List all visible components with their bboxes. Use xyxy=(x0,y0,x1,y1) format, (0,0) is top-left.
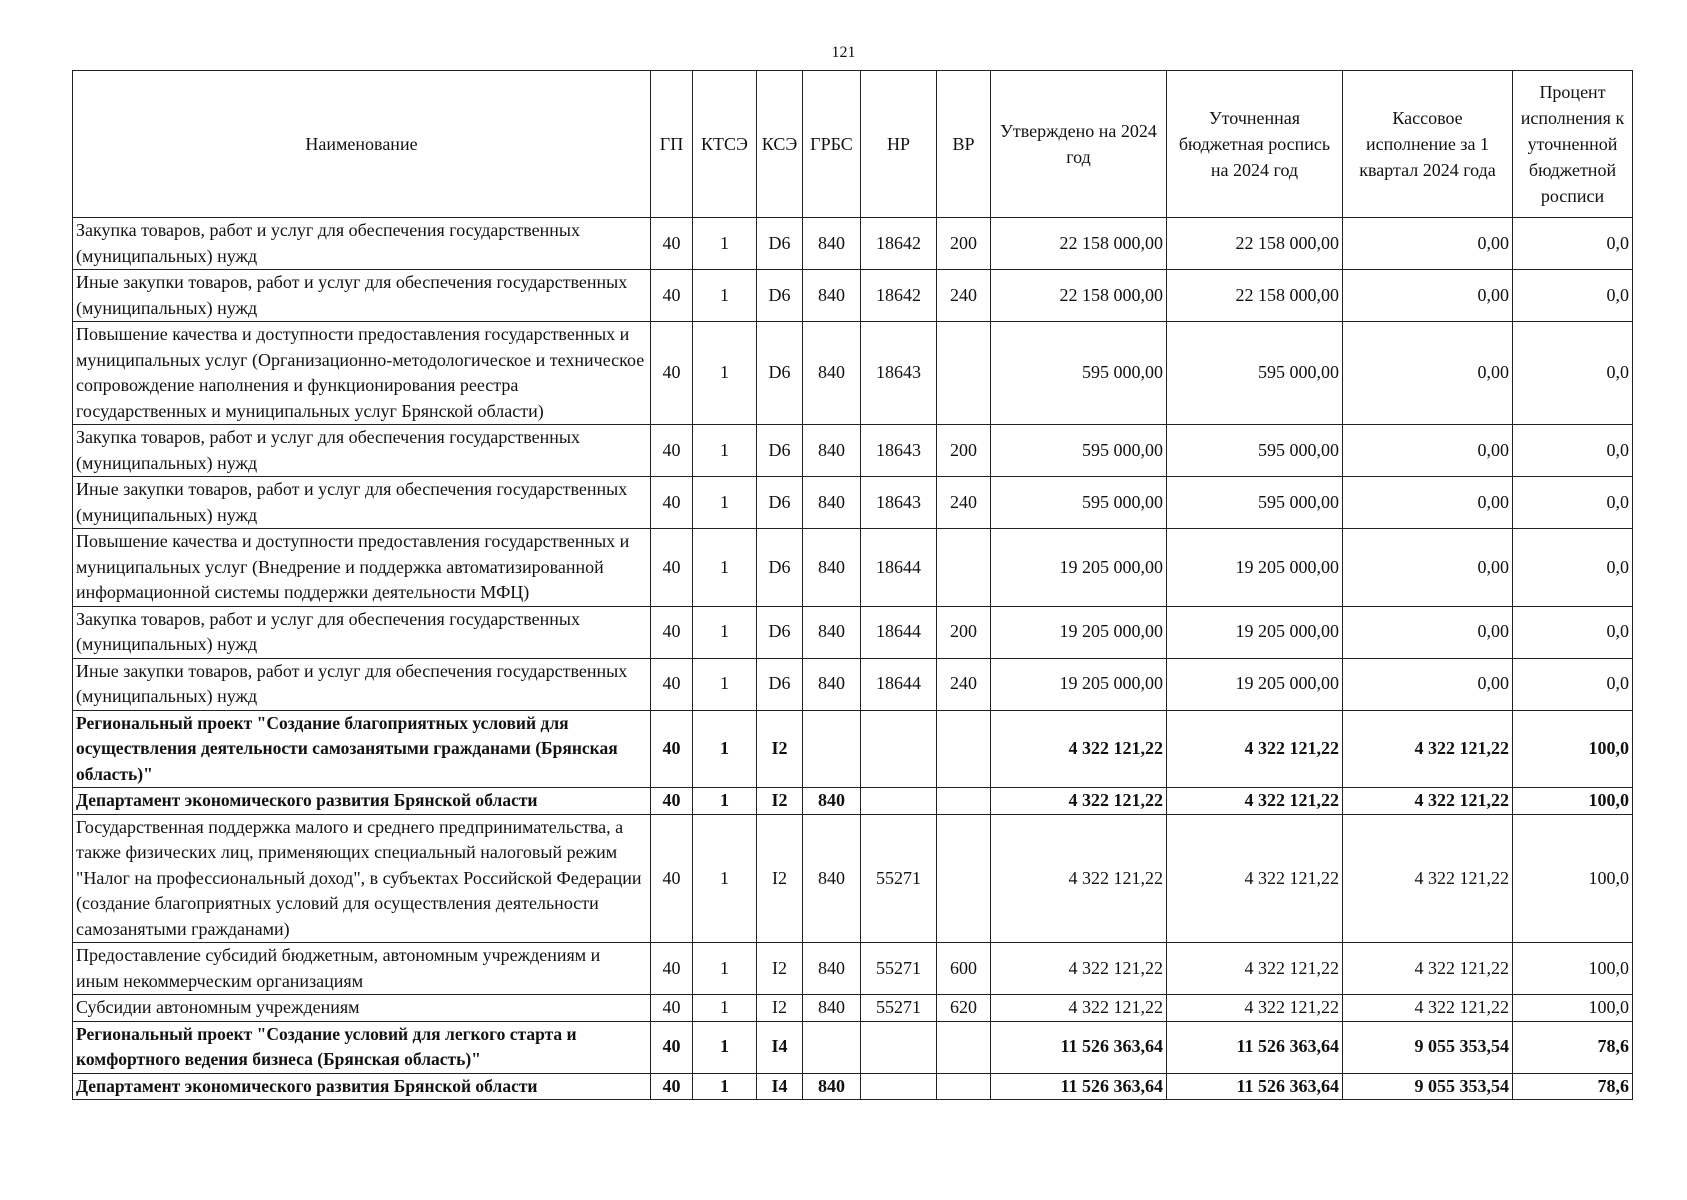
table-row xyxy=(73,425,1633,477)
cell-vr: 200 xyxy=(937,606,991,658)
cell-cash: 9 055 353,54 xyxy=(1343,1073,1513,1100)
cell-cash: 0,00 xyxy=(1343,322,1513,425)
cell-ktse: 1 xyxy=(693,425,757,477)
cell-cash: 4 322 121,22 xyxy=(1343,995,1513,1022)
cell-approved: 11 526 363,64 xyxy=(991,1073,1167,1100)
cell-grbs: 840 xyxy=(803,606,861,658)
cell-grbs: 840 xyxy=(803,529,861,607)
cell-kse: D6 xyxy=(757,606,803,658)
cell-kse: D6 xyxy=(757,425,803,477)
cell-gp: 40 xyxy=(651,710,693,788)
cell-approved: 4 322 121,22 xyxy=(991,995,1167,1022)
cell-approved: 4 322 121,22 xyxy=(991,788,1167,815)
cell-ktse: 1 xyxy=(693,658,757,710)
cell-refined: 11 526 363,64 xyxy=(1167,1021,1343,1073)
cell-nr xyxy=(861,710,937,788)
header-name: Наименование xyxy=(73,71,651,218)
cell-cash: 0,00 xyxy=(1343,606,1513,658)
cell-refined: 595 000,00 xyxy=(1167,477,1343,529)
cell-percent: 100,0 xyxy=(1513,710,1633,788)
cell-vr: 620 xyxy=(937,995,991,1022)
cell-approved: 19 205 000,00 xyxy=(991,658,1167,710)
cell-percent: 78,6 xyxy=(1513,1021,1633,1073)
cell-approved: 595 000,00 xyxy=(991,322,1167,425)
cell-cash: 0,00 xyxy=(1343,658,1513,710)
cell-name: Иные закупки товаров, работ и услуг для обеспечения государственных (муниципальных) нужд xyxy=(73,658,651,710)
cell-gp: 40 xyxy=(651,788,693,815)
cell-percent: 0,0 xyxy=(1513,529,1633,607)
cell-kse: D6 xyxy=(757,529,803,607)
cell-vr xyxy=(937,322,991,425)
table-row xyxy=(73,658,1633,710)
cell-cash: 4 322 121,22 xyxy=(1343,710,1513,788)
cell-gp: 40 xyxy=(651,477,693,529)
cell-refined: 4 322 121,22 xyxy=(1167,788,1343,815)
cell-name: Повышение качества и доступности предоставления государственных и муниципальных услуг (Организационно-методологическое и техническое сопровождение наполнения и функционирования реестра государственных и муниципальных услуг Брянской области) xyxy=(73,322,651,425)
cell-kse: D6 xyxy=(757,477,803,529)
cell-grbs: 840 xyxy=(803,788,861,815)
cell-refined: 595 000,00 xyxy=(1167,322,1343,425)
cell-vr xyxy=(937,1073,991,1100)
cell-approved: 11 526 363,64 xyxy=(991,1021,1167,1073)
cell-percent: 0,0 xyxy=(1513,425,1633,477)
cell-approved: 19 205 000,00 xyxy=(991,606,1167,658)
cell-vr: 200 xyxy=(937,218,991,270)
cell-gp: 40 xyxy=(651,943,693,995)
cell-nr: 18644 xyxy=(861,606,937,658)
table-row xyxy=(73,218,1633,270)
cell-refined: 4 322 121,22 xyxy=(1167,995,1343,1022)
cell-gp: 40 xyxy=(651,322,693,425)
cell-percent: 0,0 xyxy=(1513,477,1633,529)
cell-percent: 0,0 xyxy=(1513,218,1633,270)
cell-kse: I2 xyxy=(757,814,803,943)
cell-nr: 18643 xyxy=(861,477,937,529)
cell-refined: 19 205 000,00 xyxy=(1167,529,1343,607)
cell-nr: 18644 xyxy=(861,658,937,710)
cell-gp: 40 xyxy=(651,425,693,477)
cell-refined: 4 322 121,22 xyxy=(1167,814,1343,943)
cell-kse: D6 xyxy=(757,218,803,270)
cell-vr: 600 xyxy=(937,943,991,995)
cell-nr xyxy=(861,1073,937,1100)
cell-approved: 19 205 000,00 xyxy=(991,529,1167,607)
cell-cash: 4 322 121,22 xyxy=(1343,788,1513,815)
cell-kse: D6 xyxy=(757,270,803,322)
cell-refined: 22 158 000,00 xyxy=(1167,218,1343,270)
cell-gp: 40 xyxy=(651,814,693,943)
cell-kse: I2 xyxy=(757,710,803,788)
cell-refined: 19 205 000,00 xyxy=(1167,658,1343,710)
cell-refined: 19 205 000,00 xyxy=(1167,606,1343,658)
cell-name: Региональный проект "Создание условий для легкого старта и комфортного ведения бизнеса (Брянская область)" xyxy=(73,1021,651,1073)
header-vr: ВР xyxy=(937,71,991,218)
cell-ktse: 1 xyxy=(693,943,757,995)
table-row xyxy=(73,943,1633,995)
cell-name: Региональный проект "Создание благоприятных условий для осуществления деятельности самозанятыми гражданами (Брянская область)" xyxy=(73,710,651,788)
cell-vr: 240 xyxy=(937,658,991,710)
cell-gp: 40 xyxy=(651,218,693,270)
cell-gp: 40 xyxy=(651,995,693,1022)
cell-percent: 100,0 xyxy=(1513,995,1633,1022)
cell-kse: D6 xyxy=(757,658,803,710)
cell-percent: 0,0 xyxy=(1513,322,1633,425)
cell-name: Иные закупки товаров, работ и услуг для обеспечения государственных (муниципальных) нужд xyxy=(73,270,651,322)
cell-nr: 18643 xyxy=(861,425,937,477)
page-number: 121 xyxy=(831,44,856,61)
cell-grbs: 840 xyxy=(803,425,861,477)
cell-vr xyxy=(937,788,991,815)
cell-percent: 0,0 xyxy=(1513,658,1633,710)
cell-name: Предоставление субсидий бюджетным, автономным учреждениям и иным некоммерческим организациям xyxy=(73,943,651,995)
header-nr: НР xyxy=(861,71,937,218)
cell-refined: 4 322 121,22 xyxy=(1167,943,1343,995)
cell-gp: 40 xyxy=(651,529,693,607)
table-body xyxy=(73,218,1633,1100)
cell-cash: 4 322 121,22 xyxy=(1343,814,1513,943)
cell-grbs xyxy=(803,1021,861,1073)
cell-grbs: 840 xyxy=(803,322,861,425)
cell-name: Повышение качества и доступности предоставления государственных и муниципальных услуг (Внедрение и поддержка автоматизированной информационной системы поддержки деятельности МФЦ) xyxy=(73,529,651,607)
cell-grbs: 840 xyxy=(803,943,861,995)
cell-refined: 595 000,00 xyxy=(1167,425,1343,477)
cell-vr xyxy=(937,814,991,943)
cell-name: Закупка товаров, работ и услуг для обеспечения государственных (муниципальных) нужд xyxy=(73,425,651,477)
cell-cash: 0,00 xyxy=(1343,425,1513,477)
header-cash: Кассовое исполнение за 1 квартал 2024 года xyxy=(1343,71,1513,218)
header-approved: Утверждено на 2024 год xyxy=(991,71,1167,218)
table-row xyxy=(73,995,1633,1022)
cell-vr: 200 xyxy=(937,425,991,477)
cell-nr: 55271 xyxy=(861,943,937,995)
cell-grbs: 840 xyxy=(803,270,861,322)
cell-ktse: 1 xyxy=(693,710,757,788)
cell-approved: 22 158 000,00 xyxy=(991,270,1167,322)
cell-kse: D6 xyxy=(757,322,803,425)
cell-cash: 0,00 xyxy=(1343,218,1513,270)
cell-ktse: 1 xyxy=(693,995,757,1022)
cell-grbs: 840 xyxy=(803,477,861,529)
cell-ktse: 1 xyxy=(693,606,757,658)
cell-grbs: 840 xyxy=(803,814,861,943)
budget-table xyxy=(72,70,1633,1100)
header-ktse: КТСЭ xyxy=(693,71,757,218)
cell-nr: 18644 xyxy=(861,529,937,607)
cell-approved: 22 158 000,00 xyxy=(991,218,1167,270)
cell-approved: 4 322 121,22 xyxy=(991,814,1167,943)
cell-nr xyxy=(861,788,937,815)
cell-kse: I2 xyxy=(757,995,803,1022)
cell-gp: 40 xyxy=(651,1021,693,1073)
cell-nr: 55271 xyxy=(861,995,937,1022)
cell-name: Иные закупки товаров, работ и услуг для обеспечения государственных (муниципальных) нужд xyxy=(73,477,651,529)
cell-ktse: 1 xyxy=(693,788,757,815)
cell-nr: 18642 xyxy=(861,218,937,270)
cell-cash: 0,00 xyxy=(1343,270,1513,322)
cell-ktse: 1 xyxy=(693,270,757,322)
cell-approved: 4 322 121,22 xyxy=(991,710,1167,788)
cell-gp: 40 xyxy=(651,606,693,658)
cell-name: Закупка товаров, работ и услуг для обеспечения государственных (муниципальных) нужд xyxy=(73,606,651,658)
cell-percent: 0,0 xyxy=(1513,606,1633,658)
cell-ktse: 1 xyxy=(693,218,757,270)
cell-grbs: 840 xyxy=(803,658,861,710)
cell-kse: I4 xyxy=(757,1073,803,1100)
cell-name: Закупка товаров, работ и услуг для обеспечения государственных (муниципальных) нужд xyxy=(73,218,651,270)
cell-percent: 100,0 xyxy=(1513,814,1633,943)
cell-ktse: 1 xyxy=(693,529,757,607)
cell-ktse: 1 xyxy=(693,477,757,529)
table-row xyxy=(73,477,1633,529)
cell-kse: I2 xyxy=(757,943,803,995)
cell-refined: 22 158 000,00 xyxy=(1167,270,1343,322)
cell-vr: 240 xyxy=(937,477,991,529)
header-row xyxy=(73,71,1633,218)
table-row xyxy=(73,710,1633,788)
header-percent: Процент исполнения к уточненной бюджетной росписи xyxy=(1513,71,1633,218)
cell-vr xyxy=(937,529,991,607)
table-row xyxy=(73,814,1633,943)
cell-nr: 55271 xyxy=(861,814,937,943)
cell-cash: 0,00 xyxy=(1343,529,1513,607)
cell-name: Департамент экономического развития Брянской области xyxy=(73,788,651,815)
cell-nr xyxy=(861,1021,937,1073)
table-row xyxy=(73,788,1633,815)
cell-vr xyxy=(937,710,991,788)
table-row xyxy=(73,322,1633,425)
cell-grbs: 840 xyxy=(803,218,861,270)
cell-name: Департамент экономического развития Брянской области xyxy=(73,1073,651,1100)
cell-name: Государственная поддержка малого и среднего предпринимательства, а также физических лиц, применяющих специальный налоговый режим "Налог на профессиональный доход", в субъектах Российской Федерации (создание благоприятных условий для осуществления деятельности самозанятыми гражданами) xyxy=(73,814,651,943)
cell-approved: 595 000,00 xyxy=(991,477,1167,529)
cell-nr: 18642 xyxy=(861,270,937,322)
cell-cash: 4 322 121,22 xyxy=(1343,943,1513,995)
cell-ktse: 1 xyxy=(693,1021,757,1073)
cell-refined: 4 322 121,22 xyxy=(1167,710,1343,788)
header-gp: ГП xyxy=(651,71,693,218)
cell-ktse: 1 xyxy=(693,322,757,425)
cell-ktse: 1 xyxy=(693,1073,757,1100)
cell-cash: 0,00 xyxy=(1343,477,1513,529)
cell-gp: 40 xyxy=(651,658,693,710)
cell-percent: 0,0 xyxy=(1513,270,1633,322)
cell-vr xyxy=(937,1021,991,1073)
header-refined: Уточненная бюджетная роспись на 2024 год xyxy=(1167,71,1343,218)
cell-percent: 78,6 xyxy=(1513,1073,1633,1100)
cell-kse: I2 xyxy=(757,788,803,815)
table-row xyxy=(73,270,1633,322)
cell-nr: 18643 xyxy=(861,322,937,425)
cell-approved: 595 000,00 xyxy=(991,425,1167,477)
cell-grbs: 840 xyxy=(803,995,861,1022)
table-row xyxy=(73,529,1633,607)
cell-percent: 100,0 xyxy=(1513,943,1633,995)
cell-grbs: 840 xyxy=(803,1073,861,1100)
header-kse: КСЭ xyxy=(757,71,803,218)
cell-approved: 4 322 121,22 xyxy=(991,943,1167,995)
table-row xyxy=(73,1073,1633,1100)
cell-grbs xyxy=(803,710,861,788)
cell-kse: I4 xyxy=(757,1021,803,1073)
cell-gp: 40 xyxy=(651,1073,693,1100)
cell-ktse: 1 xyxy=(693,814,757,943)
cell-gp: 40 xyxy=(651,270,693,322)
table-row xyxy=(73,606,1633,658)
cell-percent: 100,0 xyxy=(1513,788,1633,815)
cell-cash: 9 055 353,54 xyxy=(1343,1021,1513,1073)
cell-refined: 11 526 363,64 xyxy=(1167,1073,1343,1100)
cell-vr: 240 xyxy=(937,270,991,322)
header-grbs: ГРБС xyxy=(803,71,861,218)
cell-name: Субсидии автономным учреждениям xyxy=(73,995,651,1022)
table-row xyxy=(73,1021,1633,1073)
